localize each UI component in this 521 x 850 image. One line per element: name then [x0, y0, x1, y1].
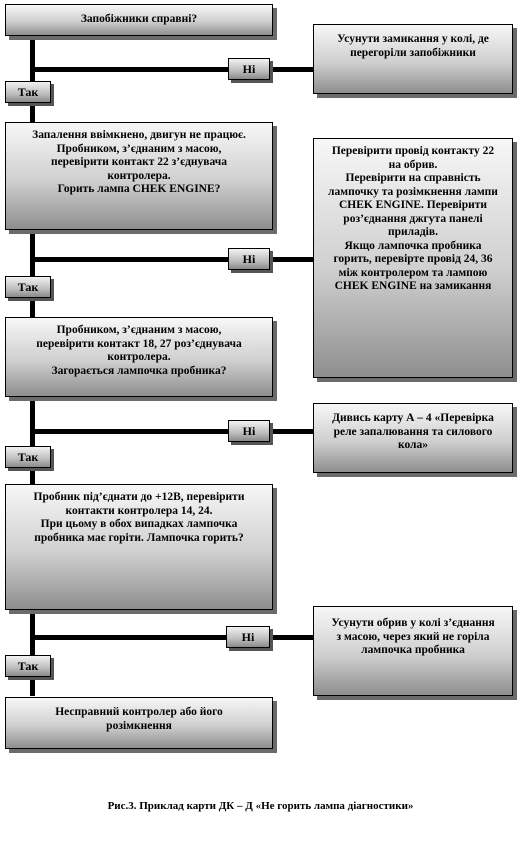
no-label-1: Ні: [228, 58, 270, 80]
no-branch-line-3: [30, 429, 314, 434]
step-box-2: Запалення ввімкнено, двигун не працює. Пробником, з’єднаним з масою, перевірити контакт 22 з’єднувача контролера. Горить лампа CHEK ENGINE?: [5, 122, 273, 230]
action-box-1: Усунути замикання у колі, де перегоріли запобіжники: [313, 24, 513, 94]
yes-label-1: Так: [5, 81, 51, 103]
no-label-3: Ні: [228, 420, 270, 442]
yes-label-2: Так: [5, 276, 51, 298]
no-branch-line-1: [30, 67, 314, 72]
step-box-1: Запобіжники справні?: [5, 4, 273, 36]
no-branch-line-2: [30, 257, 314, 262]
yes-label-4: Так: [5, 655, 51, 677]
step-box-4: Пробник під’єднати до +12В, перевірити контакти контролера 14, 24. При цьому в обох випадках лампочка пробника має горіти. Лампочка горить?: [5, 484, 273, 610]
no-branch-line-4: [30, 635, 314, 640]
yes-label-3: Так: [5, 446, 51, 468]
step-box-5: Несправний контролер або його розімкнення: [5, 697, 273, 749]
no-label-2: Ні: [228, 248, 270, 270]
action-box-4: Усунути обрив у колі з’єднання з масою, через який не горіла лампочка пробника: [313, 606, 513, 696]
action-box-3: Дивись карту А – 4 «Перевірка реле запалювання та силового кола»: [313, 403, 513, 473]
no-label-4: Ні: [226, 626, 270, 648]
figure-caption: Рис.3. Приклад карти ДК – Д «Не горить лампа діагностики»: [107, 800, 414, 812]
step-box-3: Пробником, з’єднаним з масою, перевірити контакт 18, 27 роз’єднувача контролера. Загорається лампочка пробника?: [5, 317, 273, 397]
action-box-2: Перевірити провід контакту 22 на обрив. Перевірити на справність лампочку та розімкнення лампи CHEK ENGINE. Перевірити роз’єднання джгута панелі приладів. Якщо лампочка пробника горить, перевірте провід 24, 36 між контролером та лампою CHEK ENGINE на замикання: [313, 138, 513, 378]
